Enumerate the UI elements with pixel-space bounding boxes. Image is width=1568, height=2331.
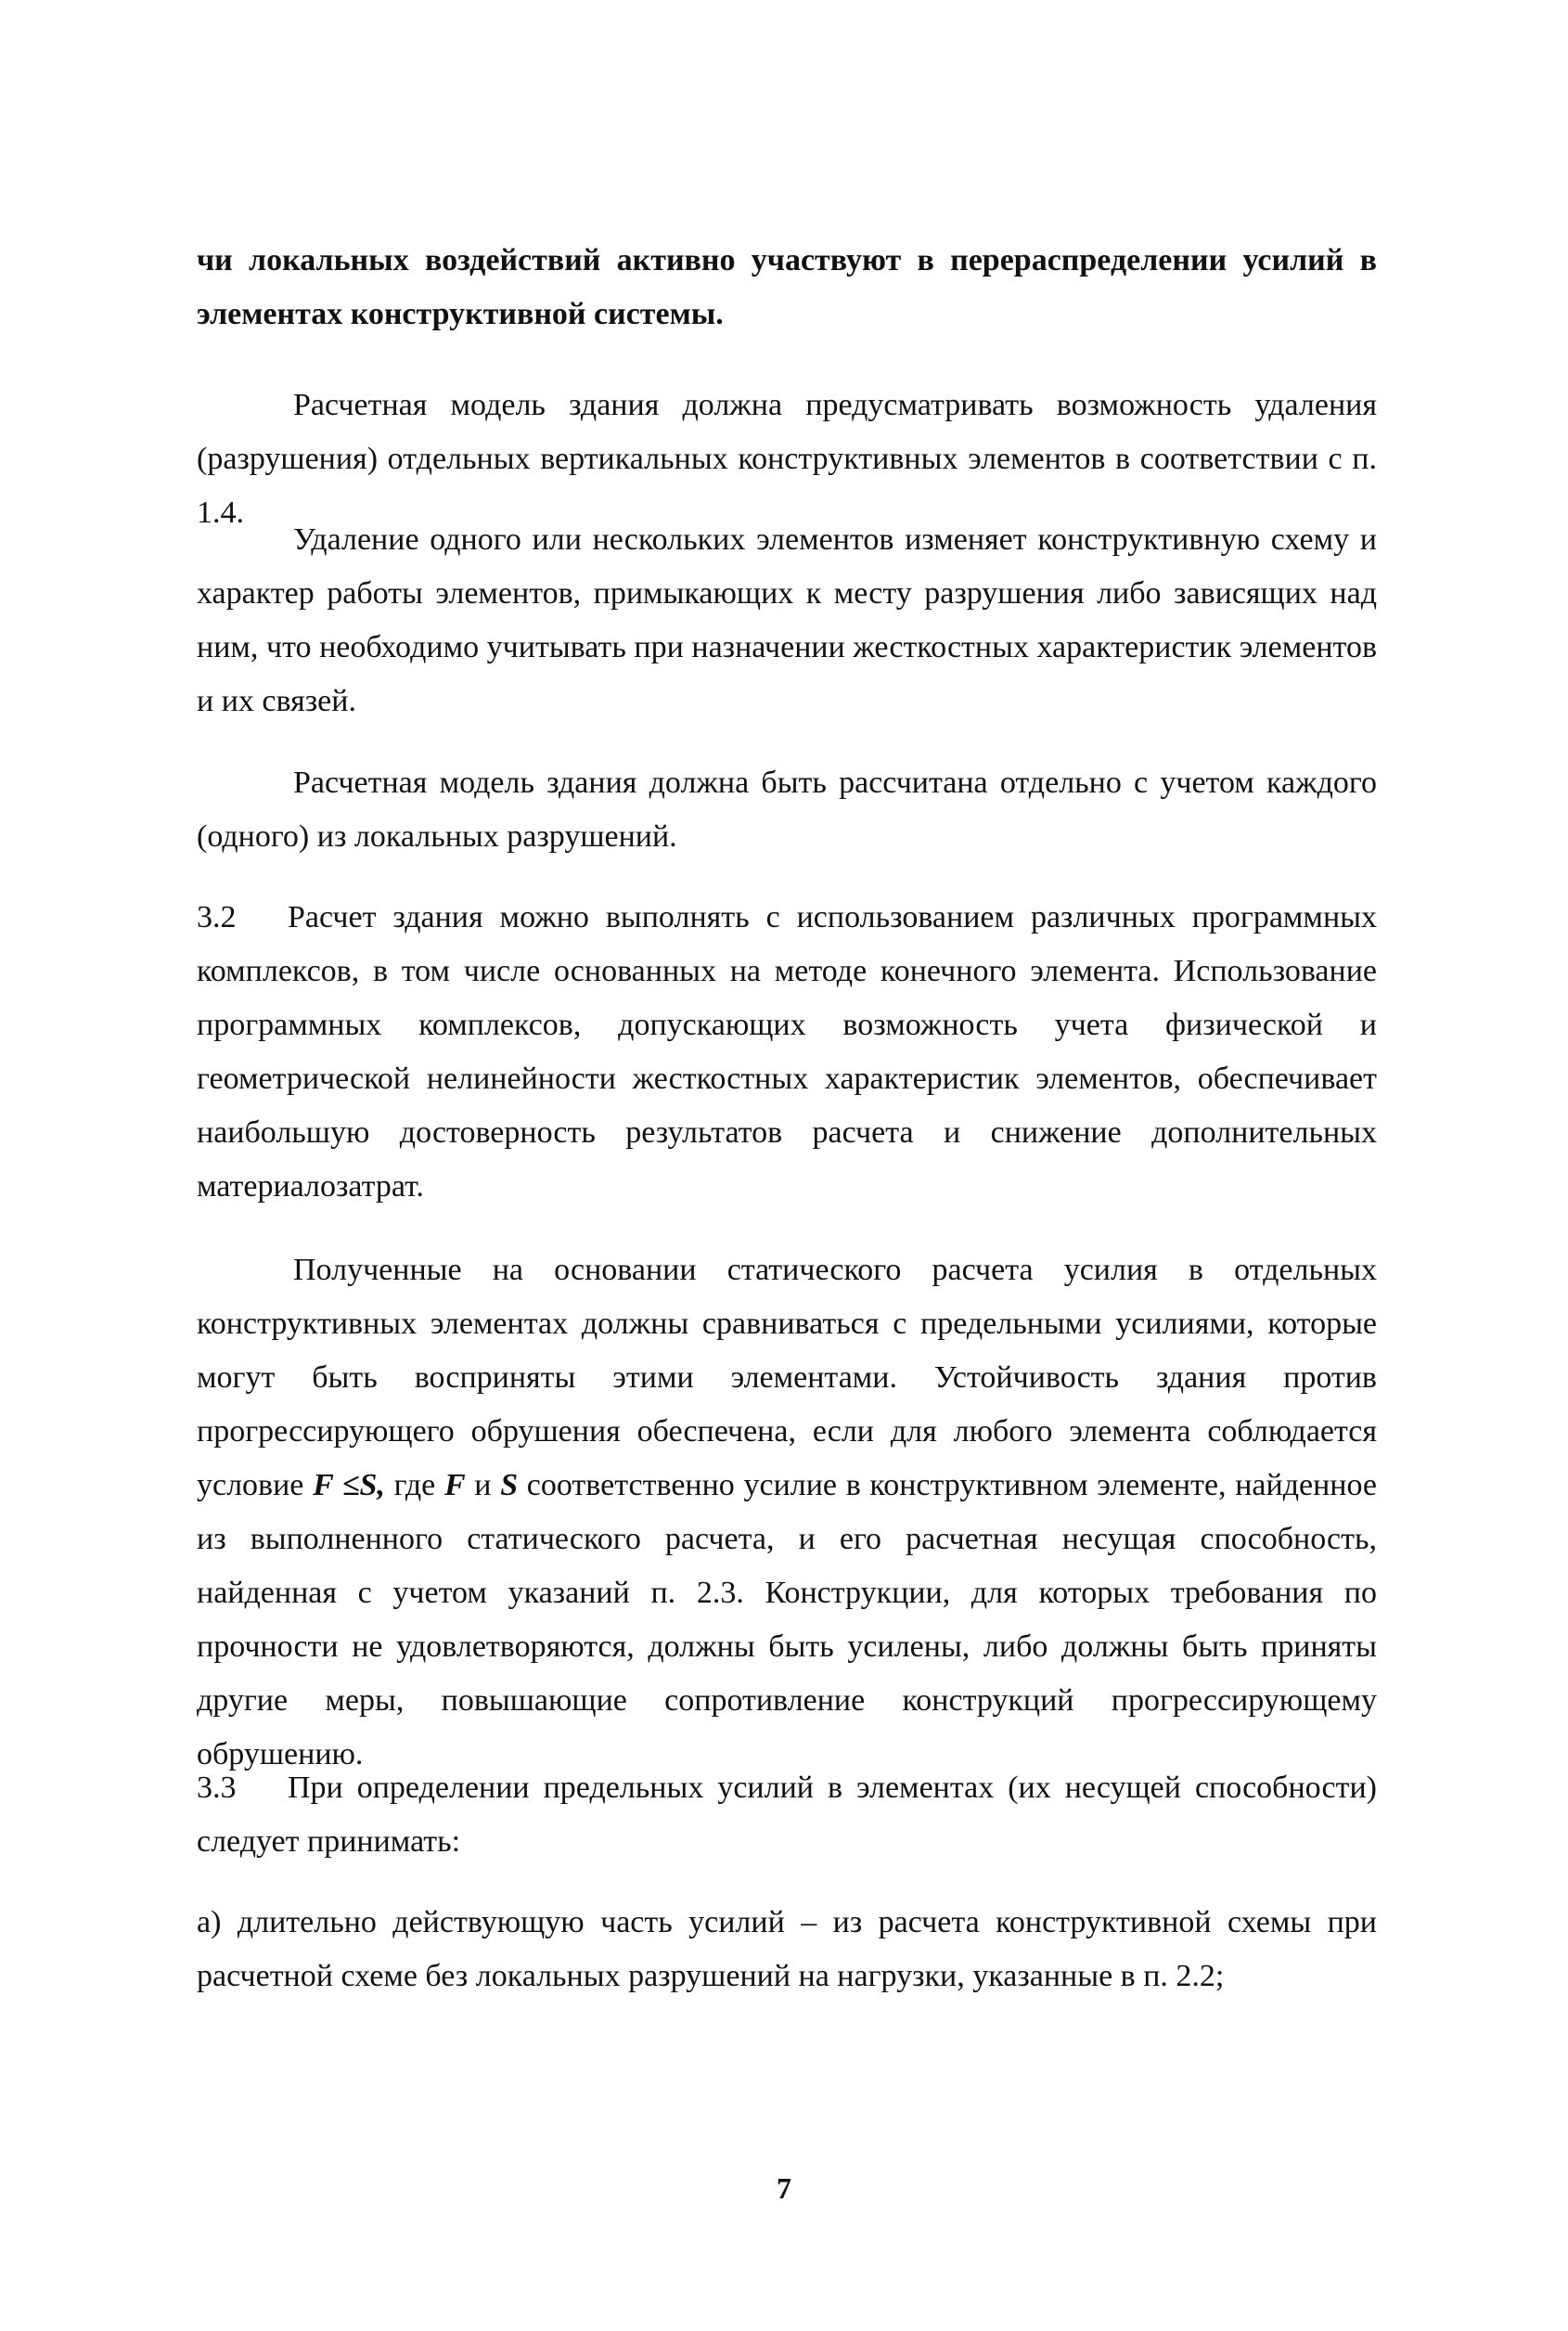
paragraph-separate-calculation: Расчетная модель здания должна быть рассчитана отдельно с учетом каждого (одного) из локальных разрушений. (197, 766, 1377, 854)
symbol-S: S (500, 1468, 519, 1502)
condition-text-b: где (384, 1468, 444, 1502)
paragraph-element-removal: Удаление одного или нескольких элементов изменяет конструктивную схему и характер работы элементов, примыкающих к месту разрушения либо зависящих над ним, что необходимо учитывать при назначении жесткостных характеристик элементов и их связей. (197, 522, 1377, 718)
paragraph-continuation: чи локальных воздействий активно участвуют в перераспределении усилий в элементах конструктивной системы. (197, 243, 1377, 331)
condition-text-a: Полученные на основании статического расчета усилия в отдельных конструктивных элементах должны сравниваться с предельными усилиями, которые могут быть восприняты этими элементами. Устойчивость здания против прогрессирующего обрушения обеспечена, если для любого элемента соблюдается условие (197, 1253, 1377, 1502)
section-number: 3.3 (197, 1771, 237, 1805)
section-number: 3.2 (197, 900, 237, 934)
condition-text-c: и (465, 1468, 501, 1502)
page-number: 7 (777, 2171, 791, 2205)
paragraph-stability-condition (197, 1243, 1377, 1782)
condition-text-d: соответственно усилие в конструктивном элементе, найденное из выполненного статического расчета, и его расчетная несущая способность, найденная с учетом указаний п. 2.3. Конструкции, для которых требования по прочности не удовлетворяются, должны быть усилены, либо должны быть приняты другие меры, повышающие сопротивление конструкций прогрессирующему обрушению. (197, 1468, 1377, 1771)
paragraph-model-removal: Расчетная модель здания должна предусматривать возможность удаления (разрушения) отдельных вертикальных конструктивных элементов в соответствии с п. 1.4. (197, 388, 1377, 530)
symbol-F: F (443, 1468, 466, 1502)
list-item-a: а) длительно действующую часть усилий – из расчета конструктивной схемы при расчетной схеме без локальных разрушений на нагрузки, указанные в п. 2.2; (197, 1905, 1377, 1993)
condition-formula: F ≤S, (313, 1468, 385, 1502)
section-text: При определении предельных усилий в элементах (их несущей способности) следует принимать: (197, 1771, 1377, 1859)
section-text: Расчет здания можно выполнять с использованием различных программных комплексов, в том числе основанных на методе конечного элемента. Использование программных комплексов, допускающих возможность учета физической и геометрической нелинейности жесткостных характеристик элементов, обеспечивает наибольшую достоверность результатов расчета и снижение дополнительных материалозатрат. (197, 900, 1377, 1204)
paragraph-section-3-2 (197, 891, 1377, 1214)
paragraph-section-3-3 (197, 1761, 1377, 1869)
